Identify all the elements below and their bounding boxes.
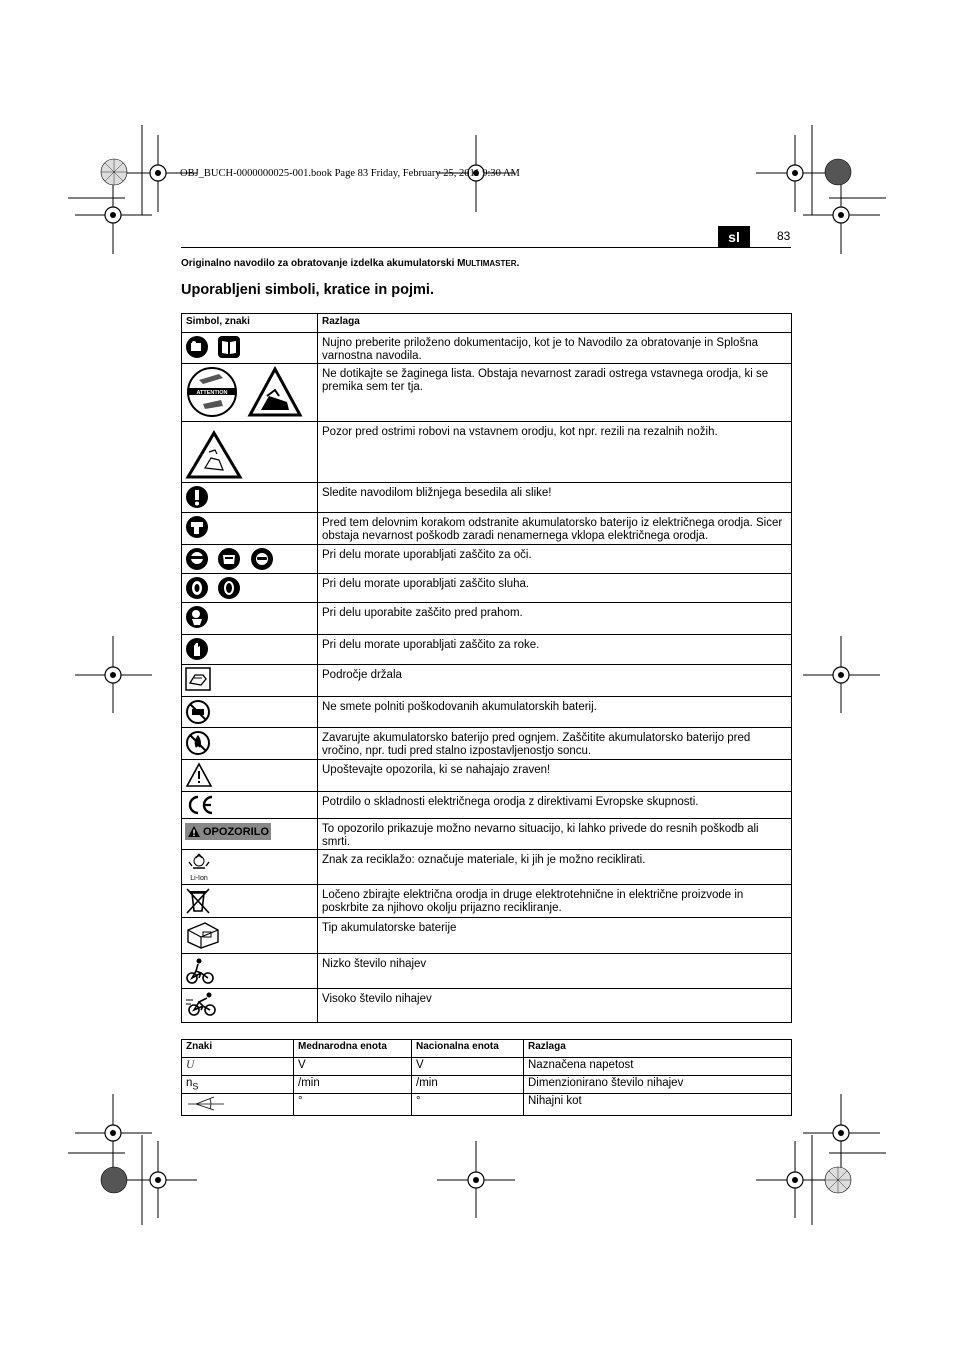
weee-bin-icon (185, 887, 211, 915)
face-shield-icon (217, 547, 241, 571)
remove-battery-icon (185, 515, 209, 539)
description-cell: Pri delu uporabite zaščito pred prahom. (318, 603, 792, 635)
symbol-cell (182, 635, 318, 665)
sign-subscript: S (192, 1081, 199, 1092)
table-row (182, 850, 792, 885)
subtitle-smallcaps: ULTIMASTER (465, 259, 517, 268)
opozorilo-label (185, 823, 271, 840)
page-number: 83 (777, 229, 791, 243)
sign-cell (182, 1058, 294, 1076)
ce-mark-icon (185, 794, 215, 816)
description-cell: Visoko število nihajev (318, 989, 792, 1023)
column-header: Razlaga (318, 314, 792, 333)
table-row (182, 574, 792, 603)
description-cell: Pozor pred ostrimi robovi na vstavnem orodju, kot npr. rezili na rezalnih nožih. (318, 422, 792, 483)
table-row (182, 333, 792, 364)
table-row (182, 697, 792, 728)
table-row (182, 918, 792, 954)
symbol-cell (182, 665, 318, 697)
warning-small-icon (187, 825, 201, 838)
table-row (182, 483, 792, 513)
description-cell: Nihajni kot (524, 1094, 792, 1116)
description-cell: Področje držala (318, 665, 792, 697)
description-cell: Dimenzionirano število nihajev (524, 1076, 792, 1094)
grip-area-icon (185, 667, 211, 691)
description-cell: Tip akumulatorske baterije (318, 918, 792, 954)
column-header: Razlaga (524, 1040, 792, 1058)
table-row (182, 665, 792, 697)
description-cell: Nizko število nihajev (318, 954, 792, 989)
sign-cell (182, 1094, 294, 1116)
description-cell: Pri delu morate uporabljati zaščito za oči. (318, 545, 792, 574)
dust-mask-icon (185, 605, 209, 629)
description-cell: Ne smete polniti poškodovanih akumulatorskih baterij. (318, 697, 792, 728)
table-row (182, 1076, 792, 1094)
units-table (181, 1039, 792, 1116)
ear-protection-icon (185, 576, 209, 600)
column-header: Nacionalna enota (412, 1040, 524, 1058)
table-row (182, 819, 792, 850)
opozorilo-text: OPOZORILO (203, 825, 269, 838)
ear-plug-icon (217, 576, 241, 600)
intl-unit-cell: /min (294, 1076, 412, 1094)
symbol-cell (182, 574, 318, 603)
symbol-cell (182, 819, 318, 850)
li-ion-label: Li-Ion (190, 875, 208, 882)
table-row (182, 792, 792, 819)
symbol-cell (182, 333, 318, 364)
table-row (182, 760, 792, 792)
description-cell: Potrdilo o skladnosti električnega orodja z direktivami Evropske skupnosti. (318, 792, 792, 819)
slow-cyclist-icon (185, 956, 215, 986)
table-row (182, 1094, 792, 1116)
symbol-cell (182, 422, 318, 483)
table-row (182, 513, 792, 545)
symbol-cell (182, 760, 318, 792)
description-cell: Pred tem delovnim korakom odstranite akumulatorsko baterijo iz električnega orodja. Sicer obstaja nevarnost poškodb zaradi nenamernega vklopa električnega orodja. (318, 513, 792, 545)
column-header: Simbol, znaki (182, 314, 318, 333)
description-cell: Pri delu morate uporabljati zaščito sluha. (318, 574, 792, 603)
symbol-cell (182, 885, 318, 918)
column-header: Znaki (182, 1040, 294, 1058)
symbol-cell (182, 545, 318, 574)
language-badge: sl (718, 226, 750, 247)
symbol-cell (182, 850, 318, 885)
intl-unit-cell: ° (294, 1094, 412, 1116)
national-unit-cell: ° (412, 1094, 524, 1116)
table-row (182, 545, 792, 574)
header-rule (181, 247, 791, 248)
table-row (182, 422, 792, 483)
table-row (182, 728, 792, 760)
symbols-table (181, 313, 792, 1023)
symbol-cell (182, 513, 318, 545)
document-subtitle (181, 258, 519, 269)
section-title: Uporabljeni simboli, kratice in pojmi. (181, 282, 434, 298)
table-header-row (182, 314, 792, 333)
goggles-icon (250, 547, 274, 571)
blade-warning-triangle-icon (247, 366, 303, 418)
attention-blade-icon (185, 366, 239, 418)
gloves-icon (185, 637, 209, 661)
symbol-cell (182, 989, 318, 1023)
symbol-cell (182, 697, 318, 728)
table-row (182, 364, 792, 422)
national-unit-cell: V (412, 1058, 524, 1076)
sign-symbol: U (186, 1059, 195, 1071)
description-cell: Ločeno zbirajte električna orodja in druge elektrotehnične in električne proizvode in poskrbite za njihovo okolju prijazno recikliranje. (318, 885, 792, 918)
national-unit-cell: /min (412, 1076, 524, 1094)
symbol-cell (182, 954, 318, 989)
sign-symbol: n (186, 1077, 193, 1089)
table-row (182, 603, 792, 635)
symbol-cell (182, 483, 318, 513)
sharp-edge-warning-icon (185, 430, 243, 480)
table-row (182, 1058, 792, 1076)
table-header-row (182, 1040, 792, 1058)
symbol-cell (182, 918, 318, 954)
no-fire-icon (185, 730, 211, 756)
description-cell: Ne dotikajte se žaginega lista. Obstaja nevarnost zaradi ostrega vstavnega orodja, ki se premika sem ter tja. (318, 364, 792, 422)
table-row (182, 885, 792, 918)
oscillation-angle-icon (186, 1095, 226, 1111)
description-cell: Nujno preberite priloženo dokumentacijo, kot je to Navodilo za obratovanje in Splošna varnostna navodila. (318, 333, 792, 364)
intl-unit-cell: V (294, 1058, 412, 1076)
table-row (182, 954, 792, 989)
subtitle-main: Originalno navodilo za obratovanje izdelka akumulatorski M (181, 258, 466, 269)
fast-cyclist-icon (185, 991, 219, 1019)
recycle-icon (187, 852, 211, 870)
table-row (182, 989, 792, 1023)
description-cell: Sledite navodilom bližnjega besedila ali slike! (318, 483, 792, 513)
eye-protection-icon (185, 547, 209, 571)
description-cell: To opozorilo prikazuje možno nevarno situacijo, ki lahko privede do resnih poškodb ali smrti. (318, 819, 792, 850)
column-header: Mednarodna enota (294, 1040, 412, 1058)
description-cell: Upoštevajte opozorila, ki se nahajajo zraven! (318, 760, 792, 792)
print-info-line: OBJ_BUCH-0000000025-001.book Page 83 Friday, February 25, 2011 9:30 AM (180, 168, 520, 179)
svg-text:ATTENTION: ATTENTION (196, 390, 228, 396)
exclamation-icon (185, 485, 209, 509)
subtitle-end: . (516, 258, 520, 269)
description-cell: Znak za reciklažo: označuje materiale, ki jih je možno reciklirati. (318, 850, 792, 885)
no-charge-damaged-battery-icon (185, 699, 211, 725)
symbol-cell (182, 364, 318, 422)
symbol-cell (182, 728, 318, 760)
recycle-li-ion-icon (185, 852, 213, 882)
read-manual-icon (185, 335, 209, 359)
description-cell: Naznačena napetost (524, 1058, 792, 1076)
warning-triangle-icon (185, 762, 213, 788)
table-row (182, 635, 792, 665)
symbol-cell (182, 792, 318, 819)
battery-pack-icon (185, 920, 221, 950)
symbol-cell (182, 603, 318, 635)
description-cell: Zavarujte akumulatorsko baterijo pred ognjem. Zaščitite akumulatorsko baterijo pred vročino, npr. tudi pred stalno izpostavljenostjo soncu. (318, 728, 792, 760)
sign-cell (182, 1076, 294, 1094)
book-icon (217, 335, 241, 359)
description-cell: Pri delu morate uporabljati zaščito za roke. (318, 635, 792, 665)
